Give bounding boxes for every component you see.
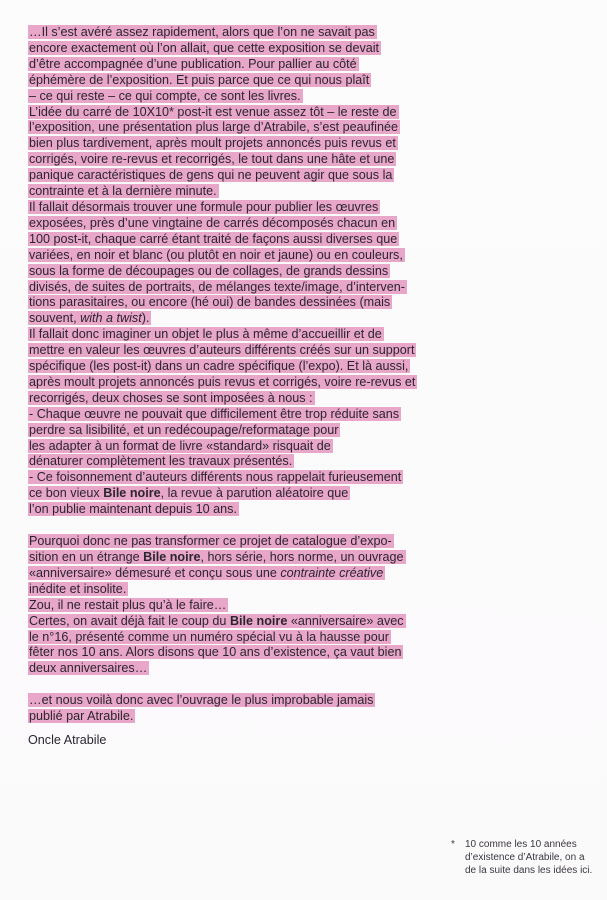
text-line: l’on publie maintenant depuis 10 ans. <box>29 502 237 517</box>
text-line: perdre sa lisibilité, et un redécoupage/reformatage pour <box>29 422 339 437</box>
text-line: publié par Atrabile. <box>29 709 134 724</box>
text-line: dénaturer complètement les travaux présentés. <box>29 454 293 469</box>
text-line: contrainte et à la dernière minute. <box>29 184 217 199</box>
paragraph-gap <box>28 677 440 693</box>
text-line: bien plus tardivement, après moult projets annoncés puis revus et <box>29 136 396 151</box>
text-line: spécifique (les post-it) dans un cadre spécifique (l’expo). Et là aussi, <box>29 359 409 374</box>
text-line: mettre en valeur les œuvres d’auteurs différents créés sur un support <box>29 343 415 358</box>
text-line: tions parasitaires, ou encore (hé oui) de bandes dessinées (mais <box>29 295 391 310</box>
paragraph-gap <box>28 518 440 534</box>
signature: Oncle Atrabile <box>28 733 107 747</box>
text-line: divisés, de suites de portraits, de mélanges texte/image, d’interven- <box>29 279 405 294</box>
text-line: exposées, près d’une vingtaine de carrés décomposés chacun en <box>29 215 396 230</box>
main-text <box>28 25 440 725</box>
text-segment: sition en un étrange <box>29 550 144 564</box>
text-line: …et nous voilà donc avec l’ouvrage le plus improbable jamais <box>29 693 374 708</box>
text-line: fêter nos 10 ans. Alors disons que 10 ans d’existence, ça vaut bien <box>29 645 402 660</box>
text-line: Zou, il ne restait plus qu’à le faire… <box>29 597 227 612</box>
text-line: - Ce foisonnement d’auteurs différents nous rappelait furieusement <box>29 470 402 485</box>
text-line: - Chaque œuvre ne pouvait que difficilement être trop réduite sans <box>29 406 400 421</box>
text-line: Il fallait donc imaginer un objet le plus à même d’accueillir et de <box>29 327 382 342</box>
text-line: le n°16, présenté comme un numéro spécial vu à la hausse pour <box>29 629 389 644</box>
text-segment: , la revue à parution aléatoire que <box>160 486 349 501</box>
footnote-line: de la suite dans les idées ici. <box>465 865 593 876</box>
text-line: les adapter à un format de livre «standard» risquait de <box>29 438 331 453</box>
footnote-asterisk: * <box>451 839 455 850</box>
text-line: Il fallait désormais trouver une formule pour publier les œuvres <box>29 199 379 214</box>
footnote <box>453 838 603 877</box>
italic-phrase: contrainte créative <box>280 565 384 580</box>
bile-noire-title: Bile noire <box>143 550 201 564</box>
text-segment: ). <box>141 311 150 326</box>
text-line: – ce qui reste – ce qui compte, ce sont les livres. <box>29 88 301 103</box>
bile-noire-title: Bile noire <box>229 613 288 628</box>
text-segment: , hors série, hors norme, un ouvrage <box>200 550 404 564</box>
text-line: sous la forme de découpages ou de collages, de grands dessins <box>29 263 389 278</box>
text-line: variées, en noir et blanc (ou plutôt en noir et jaune) ou en couleurs, <box>29 247 403 262</box>
text-line: éphémère de l’exposition. Et puis parce que ce qui nous plaît <box>29 72 370 87</box>
text-line: d’être accompagnée d’une publication. Pour pallier au côté <box>29 56 357 71</box>
text-line: corrigés, voire re-revus et recorrigés, le tout dans une hâte et une <box>29 152 395 167</box>
text-line: …Il s’est avéré assez rapidement, alors que l’on ne savait pas <box>29 25 375 39</box>
text-line: l’exposition, une présentation plus large d’Atrabile, s’est peaufinée <box>29 120 398 135</box>
text-line: Pourquoi donc ne pas transformer ce projet de catalogue d’expo- <box>29 534 392 549</box>
text-line: recorrigés, deux choses se sont imposées à nous : <box>29 390 313 405</box>
footnote-line: d’existence d’Atrabile, on a <box>465 852 585 863</box>
bile-noire-title: Bile noire <box>103 486 161 501</box>
text-line: L’idée du carré de 10X10* post-it est venue assez tôt – le reste de <box>29 104 397 119</box>
paragraph-anniversary <box>28 534 440 677</box>
footnote-line: 10 comme les 10 années <box>465 839 577 850</box>
text-segment: souvent, <box>29 311 81 326</box>
text-line: après moult projets annoncés puis revus et corrigés, voire re-revus et <box>29 374 416 389</box>
text-line: 100 post-it, chaque carré étant traité de façons aussi diverses que <box>29 231 398 246</box>
text-segment: Certes, on avait déjà fait le coup du <box>29 613 230 628</box>
text-segment: ce bon vieux <box>29 486 104 501</box>
italic-phrase: with a twist <box>80 311 142 326</box>
paragraph-closing <box>28 693 440 725</box>
text-line: encore exactement où l’on allait, que cette exposition se devait <box>29 40 380 55</box>
paragraph-intro <box>28 25 440 518</box>
text-segment: «anniversaire» démesuré et conçu sous une <box>29 565 281 580</box>
text-line: inédite et insolite. <box>29 581 127 596</box>
text-segment: «anniversaire» avec <box>287 613 404 628</box>
text-line: deux anniversaires… <box>29 661 148 676</box>
text-line: panique caractéristiques de gens qui ne peuvent agir que sous la <box>29 168 393 183</box>
